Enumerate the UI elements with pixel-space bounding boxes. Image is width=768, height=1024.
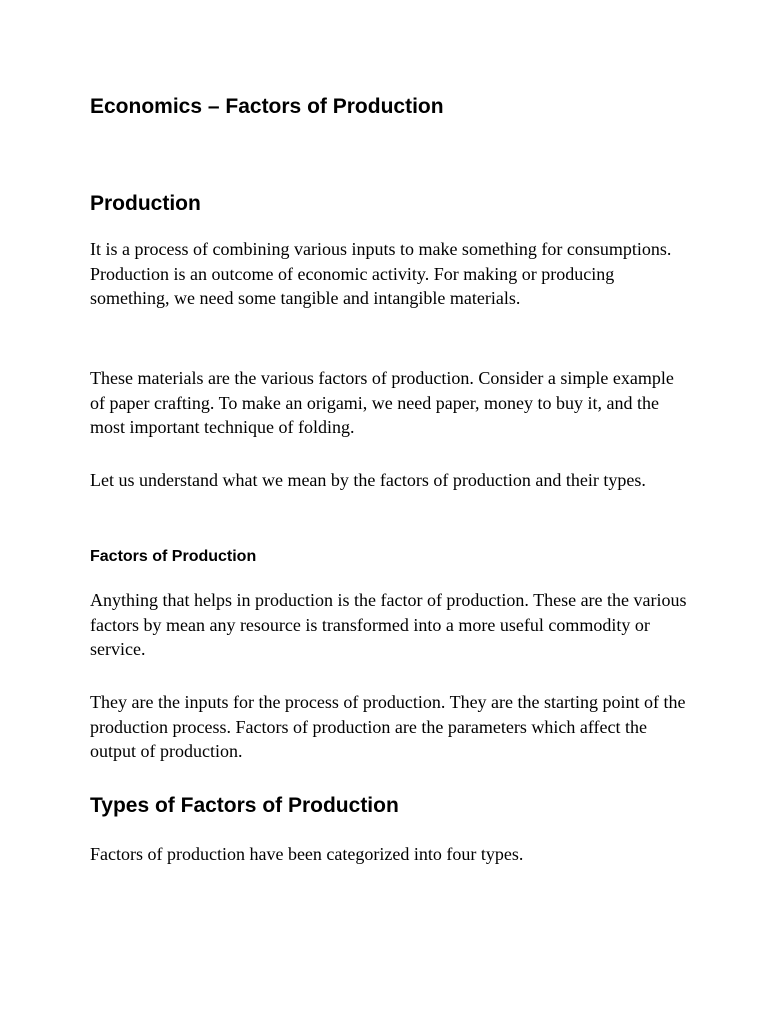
paragraph: These materials are the various factors of production. Consider a simple example of paper crafting. To make an origami, we need paper, money to buy it, and the most important technique of folding. [90,368,674,437]
page-title: Economics – Factors of Production [90,95,444,118]
paragraph: Factors of production have been categorized into four types. [90,844,524,864]
paragraph: It is a process of combining various inputs to make something for consumptions. Production is an outcome of economic activity. For making or producing something, we need some tangible and intangible materials. [90,239,672,308]
paragraph: They are the inputs for the process of production. They are the starting point of the production process. Factors of production are the parameters which affect the output of production. [90,692,686,761]
section-heading-types-of-factors: Types of Factors of Production [90,794,399,817]
paragraph: Anything that helps in production is the factor of production. These are the various factors by mean any resource is transformed into a more useful commodity or service. [90,590,687,659]
section-heading-factors-of-production: Factors of Production [90,548,257,565]
section-heading-production: Production [90,192,201,215]
paragraph: Let us understand what we mean by the factors of production and their types. [90,470,646,490]
